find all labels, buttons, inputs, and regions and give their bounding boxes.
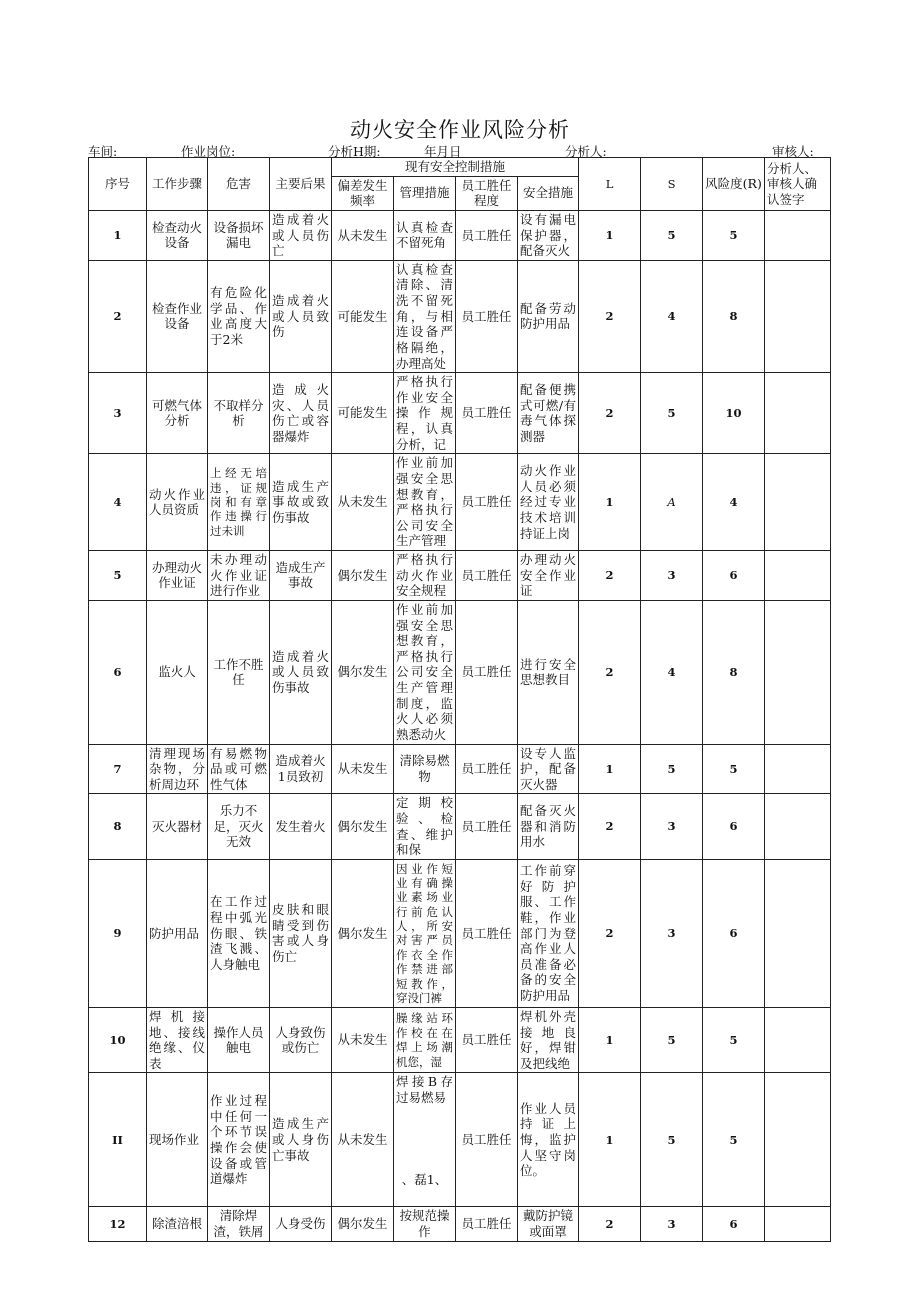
table-row <box>89 551 831 601</box>
row-safety: 设有漏电保护器，配备灭火 <box>518 210 579 260</box>
row-R: 5 <box>703 210 765 260</box>
row-consequence: 造成生产或人身伤亡事故 <box>270 1073 332 1207</box>
row-no: 1 <box>89 210 147 260</box>
table-row <box>89 1207 831 1241</box>
row-deviation: 从未发生 <box>332 454 394 551</box>
row-hazard: 乐力不足，灭火无效 <box>208 794 270 860</box>
row-safety: 配备灭火器和消防用水 <box>518 794 579 860</box>
row-management: 严格执行作业安全操作规程，认真分析，记 <box>394 373 456 454</box>
row-no: 2 <box>89 260 147 372</box>
row-safety: 戴防护镜或面罩 <box>518 1207 579 1241</box>
row-hazard: 上经无培违，证规岗和有章作违操行过未训 <box>208 454 270 551</box>
row-L: 2 <box>579 1207 641 1241</box>
row-hazard: 设备损坏漏电 <box>208 210 270 260</box>
row-S: 3 <box>641 551 703 601</box>
row-consequence: 造成着火或人员致伤事故 <box>270 600 332 744</box>
row-safety: 配备劳动防护用品 <box>518 260 579 372</box>
row-consequence: 造成生产事故或致伤事故 <box>270 454 332 551</box>
row-S: 5 <box>641 210 703 260</box>
row-consequence: 造成火灾、人员伤亡或容器爆炸 <box>270 373 332 454</box>
row-S: 5 <box>641 1007 703 1073</box>
row-sign <box>765 859 831 1007</box>
row-safety: 动火作业人员必须经过专业技术培训持证上岗 <box>518 454 579 551</box>
row-S: 4 <box>641 260 703 372</box>
row-deviation: 偶尔发生 <box>332 1207 394 1241</box>
row-deviation: 从未发生 <box>332 1007 394 1073</box>
row-safety: 进行安全思想教目 <box>518 600 579 744</box>
row-sign <box>765 744 831 794</box>
row-S: 3 <box>641 1207 703 1241</box>
header-controls: 现有安全控制措施 <box>332 158 579 177</box>
row-L: 2 <box>579 859 641 1007</box>
row-R: 8 <box>703 600 765 744</box>
row-L: 1 <box>579 1073 641 1207</box>
row-R: 10 <box>703 373 765 454</box>
post-label: 作业岗位: <box>181 144 236 159</box>
row-deviation: 偶尔发生 <box>332 551 394 601</box>
row-safety: 配备便携式可燃/有毒气体探测器 <box>518 373 579 454</box>
row-step: 可燃气体分析 <box>147 373 208 454</box>
row-step: 办理动火作业证 <box>147 551 208 601</box>
row-no: 9 <box>89 859 147 1007</box>
row-no: 6 <box>89 600 147 744</box>
row-deviation: 偶尔发生 <box>332 859 394 1007</box>
table-row <box>89 260 831 372</box>
row-no: 12 <box>89 1207 147 1241</box>
header-deviation: 偏差发生频率 <box>332 176 394 210</box>
row-sign <box>765 454 831 551</box>
reviewer-label: 审核人: <box>772 144 814 159</box>
row-management: 定期校验、检查、维护和保 <box>394 794 456 860</box>
row-S: 5 <box>641 744 703 794</box>
row-deviation: 偶尔发生 <box>332 600 394 744</box>
row-safety: 设专人监护，配备灭火器 <box>518 744 579 794</box>
row-consequence: 发生着火 <box>270 794 332 860</box>
page-title: 动火安全作业风险分析 <box>350 118 570 142</box>
row-sign <box>765 373 831 454</box>
row-competence: 员工胜任 <box>456 794 518 860</box>
row-L: 2 <box>579 373 641 454</box>
row-R: 6 <box>703 859 765 1007</box>
row-L: 2 <box>579 551 641 601</box>
row-management: 作业前加强安全思想教育，严格执行公司安全生产管理制度，监火人必须熟悉动火 <box>394 600 456 744</box>
row-L: 2 <box>579 600 641 744</box>
row-hazard: 未办理动火作业证进行作业 <box>208 551 270 601</box>
row-management-tail: 、磊1、 <box>401 1171 448 1187</box>
row-S: 3 <box>641 859 703 1007</box>
row-safety: 办理动火安全作业证 <box>518 551 579 601</box>
row-deviation: 可能发生 <box>332 260 394 372</box>
header-consequence: 主要后果 <box>270 158 332 211</box>
row-competence: 员工胜任 <box>456 454 518 551</box>
row-sign <box>765 1073 831 1207</box>
row-step: 检查作业设备 <box>147 260 208 372</box>
row-L: 2 <box>579 794 641 860</box>
row-no: 8 <box>89 794 147 860</box>
row-hazard: 有易燃物品或可燃性气体 <box>208 744 270 794</box>
header-competence: 员工胜任程度 <box>456 176 518 210</box>
row-L: 1 <box>579 744 641 794</box>
row-R: 6 <box>703 1207 765 1241</box>
row-S: 5 <box>641 373 703 454</box>
row-competence: 员工胜任 <box>456 1073 518 1207</box>
row-step: 焊机接地、接线绝缘、仪表 <box>147 1007 208 1073</box>
row-competence: 员工胜任 <box>456 210 518 260</box>
row-no: 7 <box>89 744 147 794</box>
row-hazard: 操作人员触电 <box>208 1007 270 1073</box>
table-row <box>89 373 831 454</box>
header-meta <box>88 142 830 158</box>
table-row <box>89 1007 831 1073</box>
row-hazard: 作业过程中任何一个环节误操作会使设备或管道爆炸 <box>208 1073 270 1207</box>
row-safety: 工作前穿好防护服、工作鞋，作业部门为登高作业人员准备必备的安全防护用品 <box>518 859 579 1007</box>
row-sign <box>765 551 831 601</box>
header-L: L <box>579 158 641 211</box>
row-competence: 员工胜任 <box>456 551 518 601</box>
header-step: 工作步骤 <box>147 158 208 211</box>
header-safety: 安全措施 <box>518 176 579 210</box>
row-consequence: 造成着火或人员致伤 <box>270 260 332 372</box>
table-row <box>89 794 831 860</box>
row-management: 清除易燃物 <box>394 744 456 794</box>
row-sign <box>765 600 831 744</box>
header-risk: 风险度(R) <box>703 158 765 211</box>
header-hazard: 危害 <box>208 158 270 211</box>
row-L: 1 <box>579 1007 641 1073</box>
row-deviation: 偶尔发生 <box>332 794 394 860</box>
row-R: 6 <box>703 551 765 601</box>
table-row <box>89 859 831 1007</box>
row-L: 2 <box>579 260 641 372</box>
row-competence: 员工胜任 <box>456 1207 518 1241</box>
table-row <box>89 210 831 260</box>
header-sign: 分析人、审核人确认签字 <box>765 158 831 211</box>
row-management: 认真检查清除、清洗不留死角，与相连设备严格隔绝，办理高处 <box>394 260 456 372</box>
row-R: 5 <box>703 1007 765 1073</box>
row-hazard: 在工作过程中弧光伤眼、铁渣飞溅、人身触电 <box>208 859 270 1007</box>
row-sign <box>765 210 831 260</box>
row-deviation: 从未发生 <box>332 1073 394 1207</box>
row-competence: 员工胜任 <box>456 373 518 454</box>
row-step: 监火人 <box>147 600 208 744</box>
row-competence: 员工胜任 <box>456 260 518 372</box>
header-seq: 序号 <box>89 158 147 211</box>
row-R: 6 <box>703 794 765 860</box>
row-consequence: 人身受伤 <box>270 1207 332 1241</box>
row-step: 灭火器材 <box>147 794 208 860</box>
row-deviation: 从未发生 <box>332 210 394 260</box>
row-consequence: 人身致伤或伤亡 <box>270 1007 332 1073</box>
risk-analysis-table <box>88 157 831 1242</box>
row-hazard: 不取样分析 <box>208 373 270 454</box>
analyst-label: 分析人: <box>565 144 607 159</box>
header-management: 管理措施 <box>394 176 456 210</box>
row-sign <box>765 260 831 372</box>
row-R: 4 <box>703 454 765 551</box>
row-management: 按规范操作 <box>394 1207 456 1241</box>
row-L: 1 <box>579 454 641 551</box>
row-management: 因业作短业有确操业素场业行前危认人，所安对害严员作衣全作作禁进部短教作，穿没门裤 <box>394 859 456 1007</box>
row-S: 4 <box>641 600 703 744</box>
table-row <box>89 600 831 744</box>
row-R: 8 <box>703 260 765 372</box>
row-competence: 员工胜任 <box>456 600 518 744</box>
row-step: 现场作业 <box>147 1073 208 1207</box>
table-row <box>89 454 831 551</box>
row-deviation: 从未发生 <box>332 744 394 794</box>
row-consequence: 造成着火1员致初 <box>270 744 332 794</box>
row-competence: 员工胜任 <box>456 859 518 1007</box>
workshop-label: 车间: <box>88 144 118 159</box>
row-competence: 员工胜任 <box>456 744 518 794</box>
row-management <box>394 1073 456 1207</box>
row-no: 3 <box>89 373 147 454</box>
table-row <box>89 744 831 794</box>
row-L: 1 <box>579 210 641 260</box>
row-deviation: 可能发生 <box>332 373 394 454</box>
row-management: 严格执行动火作业安全规程 <box>394 551 456 601</box>
row-competence: 员工胜任 <box>456 1007 518 1073</box>
row-step: 检查动火设备 <box>147 210 208 260</box>
row-sign <box>765 1007 831 1073</box>
date-format: 年月日 <box>424 144 462 159</box>
row-no: 4 <box>89 454 147 551</box>
row-hazard: 清除焊渣，铁屑 <box>208 1207 270 1241</box>
row-management: 臊缘站环作校在在焊上场潮机您，湿 <box>394 1007 456 1073</box>
row-safety: 作业人员持证上悔，监护人坚守岗位。 <box>518 1073 579 1207</box>
row-S: A <box>641 454 703 551</box>
row-no: II <box>89 1073 147 1207</box>
row-management-text: 焊接B存过易燃易 <box>396 1074 453 1105</box>
row-step: 动火作业人员资质 <box>147 454 208 551</box>
row-S: 5 <box>641 1073 703 1207</box>
table-row <box>89 1073 831 1207</box>
row-step: 除渣涪根 <box>147 1207 208 1241</box>
row-no: 5 <box>89 551 147 601</box>
row-R: 5 <box>703 1073 765 1207</box>
row-no: 10 <box>89 1007 147 1073</box>
row-safety: 焊机外壳接地良好，焊钳及把线绝 <box>518 1007 579 1073</box>
row-hazard: 工作不胜任 <box>208 600 270 744</box>
row-consequence: 造成生产事故 <box>270 551 332 601</box>
date-label: 分析H期: <box>328 144 381 159</box>
row-sign <box>765 794 831 860</box>
row-step: 清理现场杂物，分析周边环 <box>147 744 208 794</box>
row-sign <box>765 1207 831 1241</box>
row-consequence: 造成着火或人员伤亡 <box>270 210 332 260</box>
row-step: 防护用品 <box>147 859 208 1007</box>
row-S: 3 <box>641 794 703 860</box>
header-S: S <box>641 158 703 211</box>
row-management: 认真检查不留死角 <box>394 210 456 260</box>
row-consequence: 皮肤和眼睛受到伤害或人身伤亡 <box>270 859 332 1007</box>
row-management: 作业前加强安全思想教育，严格执行公司安全生产管理 <box>394 454 456 551</box>
row-R: 5 <box>703 744 765 794</box>
row-hazard: 有危险化学品、作业高度大于2米 <box>208 260 270 372</box>
